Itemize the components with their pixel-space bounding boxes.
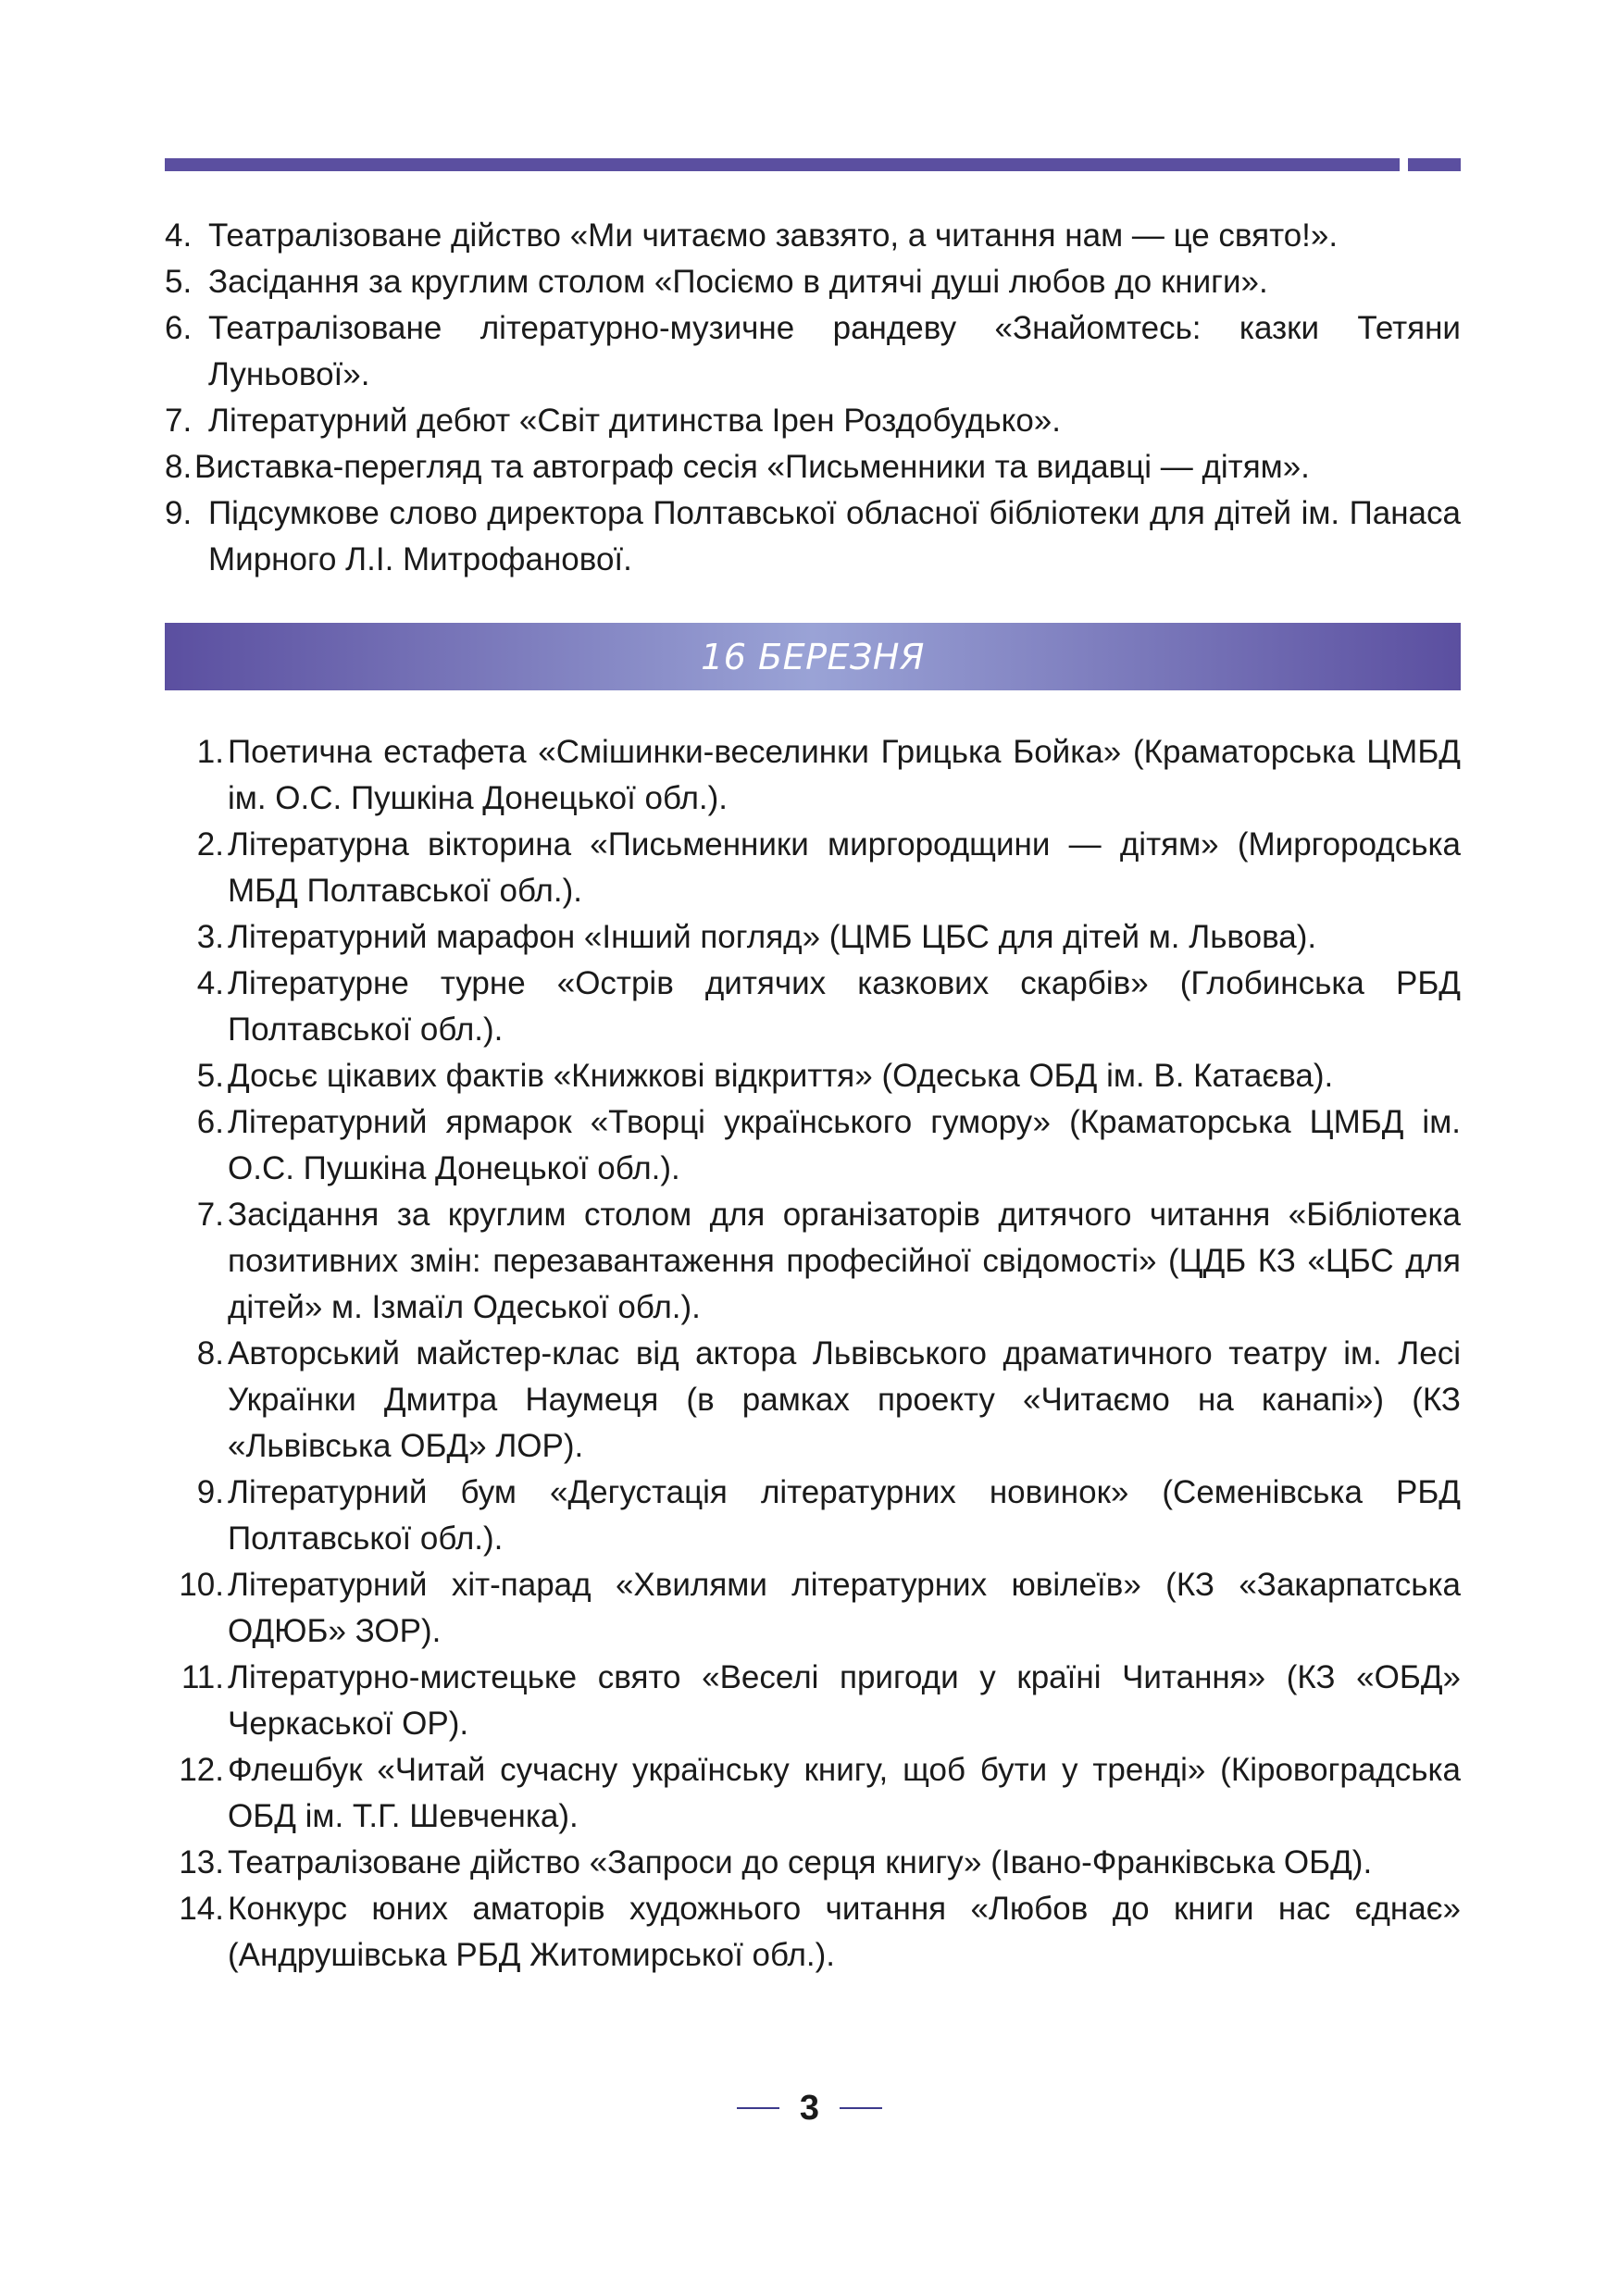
list-item xyxy=(165,259,1461,305)
list-item xyxy=(165,1655,1461,1747)
list-item xyxy=(165,1747,1461,1840)
item-text: Театралізоване дійство «Запроси до серця книгу» (Івано-Франківська ОБД). xyxy=(228,1844,1373,1880)
list-item xyxy=(165,1192,1461,1331)
section-date-title: 16 БЕРЕЗНЯ xyxy=(701,636,925,677)
item-number: 3. xyxy=(196,919,224,955)
list-item xyxy=(165,1562,1461,1655)
item-number: 12. xyxy=(179,1752,224,1788)
list-item xyxy=(165,729,1461,822)
event-list-continued xyxy=(165,213,1461,583)
item-text: Літературний хіт-парад «Хвилями літературних ювілеїв» (КЗ «Закарпатська ОДЮБ» ЗОР). xyxy=(228,1567,1461,1649)
list-item xyxy=(165,305,1461,398)
item-text: Літературний ярмарок «Творці українського гумору» (Краматорська ЦМБД ім. О.С. Пушкіна Донецької обл.). xyxy=(228,1104,1461,1186)
item-number: 13. xyxy=(179,1844,224,1880)
item-text: Засідання за круглим столом для організаторів дитячого читання «Бібліотека позитивних змін: перезавантаження професійної свідомості» (ЦДБ КЗ «ЦБС для дітей» м. Ізмаїл Одеської обл.). xyxy=(228,1197,1461,1325)
list-item xyxy=(165,398,1461,444)
item-number: 4. xyxy=(165,217,193,254)
item-text: Літературна вікторина «Письменники миргородщини — дітям» (Миргородська МБД Полтавської обл.). xyxy=(228,826,1461,909)
item-text: Засідання за круглим столом «Посіємо в дитячі душі любов до книги». xyxy=(208,264,1268,300)
item-number: 7. xyxy=(196,1197,224,1233)
list-item xyxy=(165,961,1461,1053)
item-number: 6. xyxy=(165,310,193,346)
item-text: Театралізоване дійство «Ми читаємо завзято, а читання нам — це свято!». xyxy=(208,217,1339,254)
item-text: Літературний дебют «Світ дитинства Ірен Роздобудько». xyxy=(208,403,1061,439)
footer-rule-left xyxy=(737,2107,779,2109)
footer-rule-right xyxy=(840,2107,882,2109)
item-number: 6. xyxy=(196,1104,224,1140)
item-number: 1. xyxy=(196,734,224,770)
section-header xyxy=(165,623,1461,690)
list-item xyxy=(165,1470,1461,1562)
item-text: Літературно-мистецьке свято «Веселі пригоди у країні Читання» (КЗ «ОБД» Черкаської ОР). xyxy=(228,1659,1461,1742)
item-text: Літературний бум «Дегустація літературних новинок» (Семенівська РБД Полтавської обл.). xyxy=(228,1474,1461,1557)
item-number: 2. xyxy=(196,826,224,863)
item-text: Театралізоване літературно-музичне рандеву «Знайомтесь: казки Тетяни Луньової». xyxy=(208,310,1461,392)
item-text: Літературне турне «Острів дитячих казкових скарбів» (Глобинська РБД Полтавської обл.). xyxy=(228,965,1461,1048)
list-item xyxy=(165,444,1461,490)
item-number: 8. xyxy=(196,1335,224,1371)
item-number: 14. xyxy=(179,1891,224,1927)
item-text: Літературний марафон «Інший погляд» (ЦМБ ЦБС для дітей м. Львова). xyxy=(228,919,1317,955)
list-item xyxy=(165,490,1461,583)
list-item xyxy=(165,914,1461,961)
item-number: 10. xyxy=(179,1567,224,1603)
item-number: 11. xyxy=(181,1659,224,1695)
item-text: Виставка-перегляд та автограф сесія «Письменники та видавці — дітям». xyxy=(194,449,1310,485)
top-rule-end xyxy=(1408,158,1461,171)
list-item xyxy=(165,1886,1461,1979)
list-item xyxy=(165,213,1461,259)
page-number: 3 xyxy=(799,2088,820,2128)
list-item xyxy=(165,1331,1461,1470)
item-number: 5. xyxy=(196,1058,224,1094)
item-text: Конкурс юних аматорів художнього читання «Любов до книги нас єднає» (Андрушівська РБД Житомирської обл.). xyxy=(228,1891,1461,1973)
list-item xyxy=(165,1099,1461,1192)
item-text: Підсумкове слово директора Полтавської обласної бібліотеки для дітей ім. Панаса Мирного Л.І. Митрофанової. xyxy=(208,495,1461,577)
item-text: Досьє цікавих фактів «Книжкові відкриття» (Одеська ОБД ім. В. Катаєва). xyxy=(228,1058,1334,1094)
top-rule xyxy=(165,158,1400,171)
item-text: Флешбук «Читай сучасну українську книгу, щоб бути у тренді» (Кіровоградська ОБД ім. Т.Г. Шевченка). xyxy=(228,1752,1461,1834)
list-item xyxy=(165,1053,1461,1099)
item-number: 4. xyxy=(196,965,224,1001)
item-number: 8. xyxy=(165,449,193,485)
list-item xyxy=(165,1840,1461,1886)
item-number: 5. xyxy=(165,264,193,300)
item-number: 7. xyxy=(165,403,193,439)
event-list-march-16 xyxy=(165,729,1461,1979)
item-number: 9. xyxy=(196,1474,224,1510)
item-text: Авторський майстер-клас від актора Львівського драматичного театру ім. Лесі Українки Дмитра Наумеця (в рамках проекту «Читаємо на канапі») (КЗ «Львівська ОБД» ЛОР). xyxy=(228,1335,1461,1464)
item-number: 9. xyxy=(165,495,193,531)
page-footer xyxy=(0,2085,1619,2131)
list-item xyxy=(165,822,1461,914)
item-text: Поетична естафета «Смішинки-веселинки Грицька Бойка» (Краматорська ЦМБД ім. О.С. Пушкіна Донецької обл.). xyxy=(228,734,1461,816)
